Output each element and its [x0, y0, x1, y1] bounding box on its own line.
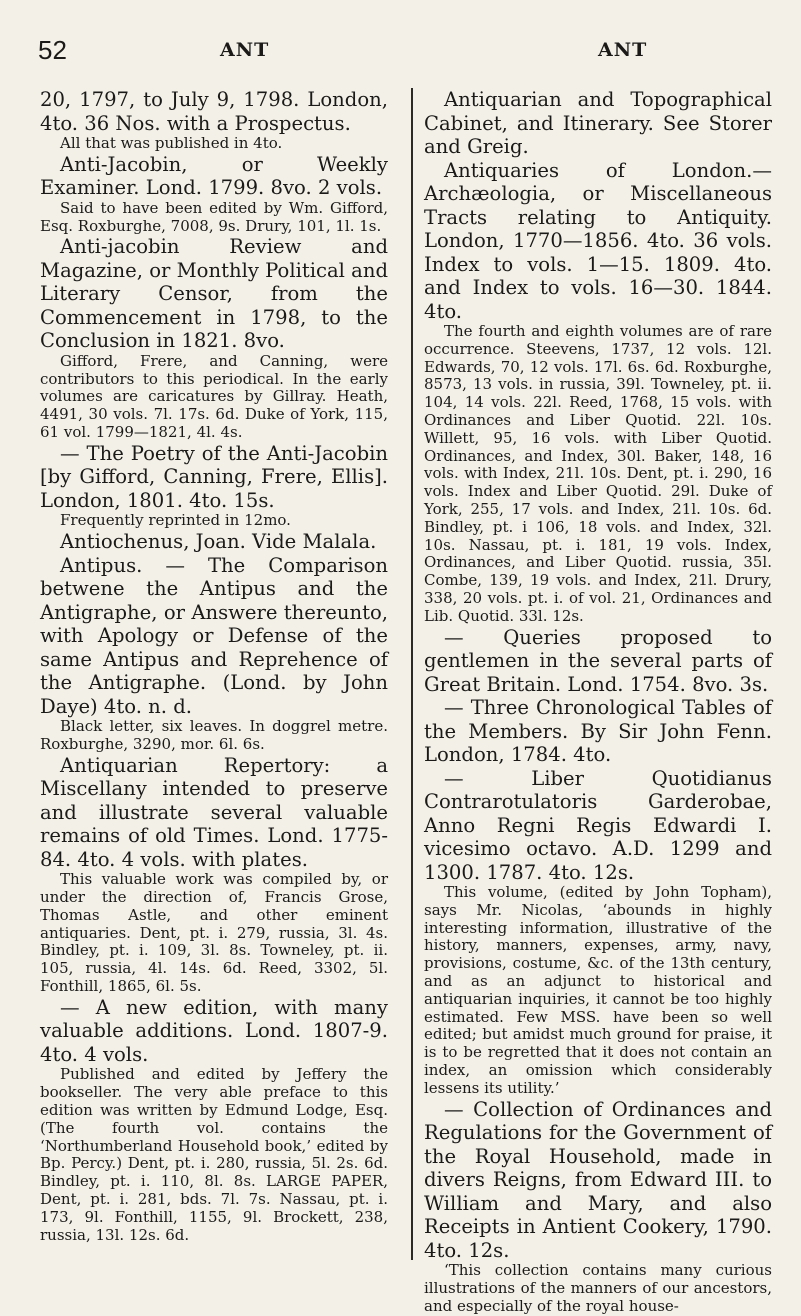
entry-text: — Collection of Ordinances and Regulations for the Government of the Royal Household, made in divers Reigns, from Edward III. to William and Mary, and also Receipts in Antient Cookery, 1790. 4to. 12s. [424, 1097, 772, 1262]
column-divider [411, 88, 413, 1260]
entry-text: — The Poetry of the Anti-Jacobin [by Gifford, Canning, Frere, Ellis]. London, 1801. 4to. 15s. [40, 441, 388, 512]
entry-note: This volume, (edited by John Topham), says Mr. Nicolas, ‘abounds in highly interesting information, illustrative of the history, manners, expenses, army, navy, provisions, costume, &c. of the 13th century, and as an adjunct to historical and antiquarian inquiries, it cannot be too highly estimated. Few MSS. have been so well edited; but amidst much ground for praise, it is to be regretted that it does not contain an index, an omission which considerably lessens its utility.’ [424, 883, 772, 1097]
entry-text: — Queries proposed to gentlemen in the several parts of Great Britain. Lond. 1754. 8vo. 3s. [424, 625, 772, 696]
left-column [40, 88, 388, 1244]
entry-text: — A new edition, with many valuable additions. Lond. 1807-9. 4to. 4 vols. [40, 995, 388, 1066]
entry-note: The fourth and eighth volumes are of rare occurrence. Steevens, 1737, 12 vols. 12l. Edwards, 70, 12 vols. 17l. 6s. 6d. Roxburghe, 8573, 13 vols. in russia, 39l. Towneley, pt. ii. 104, 14 vols. 22l. Reed, 1768, 15 vols. with Ordinances and Liber Quotid. 22l. 10s. Willett, 95, 16 vols. with Liber Quotid. Ordinances, and Index, 30l. Baker, 148, 16 vols. with Index, 21l. 10s. Dent, pt. i. 290, 16 vols. Index and Liber Quotid. 29l. Duke of York, 255, 17 vols. and Index, 21l. 10s. 6d. Bindley, pt. i 106, 18 vols. and Index, 32l. 10s. Nassau, pt. i. 181, 19 vols. Index, Ordinances, and Liber Quotid. russia, 35l. Combe, 139, 19 vols. and Index, 21l. Drury, 338, 20 vols. pt. i. of vol. 21, Ordinances and Lib. Quotid. 33l. 12s. [424, 322, 772, 625]
entry-note: Frequently reprinted in 12mo. [60, 511, 291, 530]
entry-note: Said to have been edited by Wm. Gifford, Esq. Roxburghe, 7008, 9s. Drury, 101, 1l. 1s. [40, 198, 388, 235]
entry-text: — Liber Quotidianus Contrarotulatoris Garderobae, Anno Regni Regis Edwardi I. vicesimo octavo. A.D. 1299 and 1300. 1787. 4to. 12s. [424, 766, 772, 884]
entry-note: All that was published in 4to. [60, 134, 283, 152]
entry-text: Anti-Jacobin, or Weekly Examiner. Lond. 1799. 8vo. 2 vols. [40, 152, 388, 200]
entry-text: Antiquaries of London.—Archæologia, or Miscellaneous Tracts relating to Antiquity. London, 1770—1856. 4to. 36 vols. Index to vols. 1—15. 1809. 4to. and Index to vols. 16—30. 1844. 4to. [424, 158, 772, 323]
entry-text: Antipus. — The Comparison betwene the Antipus and the Antigraphe, or Answere thereunto, with Apology or Defense of the same Antipus and Reprehence of the Antigraphe. (Lond. by John Daye) 4to. n. d. [40, 553, 388, 718]
entry-text: Antiquarian and Topographical Cabinet, and Itinerary. See Storer and Greig. [424, 88, 772, 158]
entry-note: ‘This collection contains many curious illustrations of the manners of our ancestors, and especially of the royal house- [424, 1261, 772, 1315]
entry-text: Antiquarian Repertory: a Miscellany intended to preserve and illustrate several valuable remains of old Times. Lond. 1775-84. 4to. 4 vols. with plates. [40, 753, 388, 871]
right-column [424, 88, 772, 1316]
left-running-head: ANT [220, 39, 270, 61]
entry-note: Black letter, six leaves. In doggrel metre. Roxburghe, 3290, mor. 6l. 6s. [40, 717, 388, 753]
entry-note: Published and edited by Jeffery the bookseller. The very able preface to this edition was written by Edmund Lodge, Esq. (The fourth vol. contains the ‘Northumberland Household book,’ edited by Bp. Percy.) Dent, pt. i. 280, russia, 5l. 2s. 6d. Bindley, pt. i. 110, 8l. 8s. LARGE PAPER, Dent, pt. i. 281, bds. 7l. 7s. Nassau, pt. i. 173, 9l. Fonthill, 1155, 9l. Brockett, 238, russia, 13l. 12s. 6d. [40, 1065, 388, 1244]
entry-text: Anti-jacobin Review and Magazine, or Monthly Political and Literary Censor, from the Commencement in 1798, to the Conclusion in 1821. 8vo. [40, 235, 389, 353]
entry-text: Antiochenus, Joan. Vide Malala. [60, 530, 377, 554]
running-header [38, 35, 763, 75]
entry-text: 20, 1797, to July 9, 1798. London, 4to. 36 Nos. with a Prospectus. [40, 88, 388, 135]
entry-text: — Three Chronological Tables of the Members. By Sir John Fenn. London, 1784. 4to. [424, 696, 772, 767]
page-number: 52 [38, 35, 67, 65]
entry-note: This valuable work was compiled by, or under the direction of, Francis Grose, Thomas Astle, and other eminent antiquaries. Dent, pt. i. 279, russia, 3l. 4s. Bindley, pt. i. 109, 3l. 8s. Towneley, pt. ii. 105, russia, 4l. 14s. 6d. Reed, 3302, 5l. Fonthill, 1865, 6l. 5s. [40, 870, 388, 996]
right-running-head: ANT [598, 39, 648, 61]
entry-note: Gifford, Frere, and Canning, were contributors to this periodical. In the early volumes are caricatures by Gillray. Heath, 4491, 30 vols. 7l. 17s. 6d. Duke of York, 115, 61 vol. 1799—1821, 4l. 4s. [40, 351, 388, 442]
